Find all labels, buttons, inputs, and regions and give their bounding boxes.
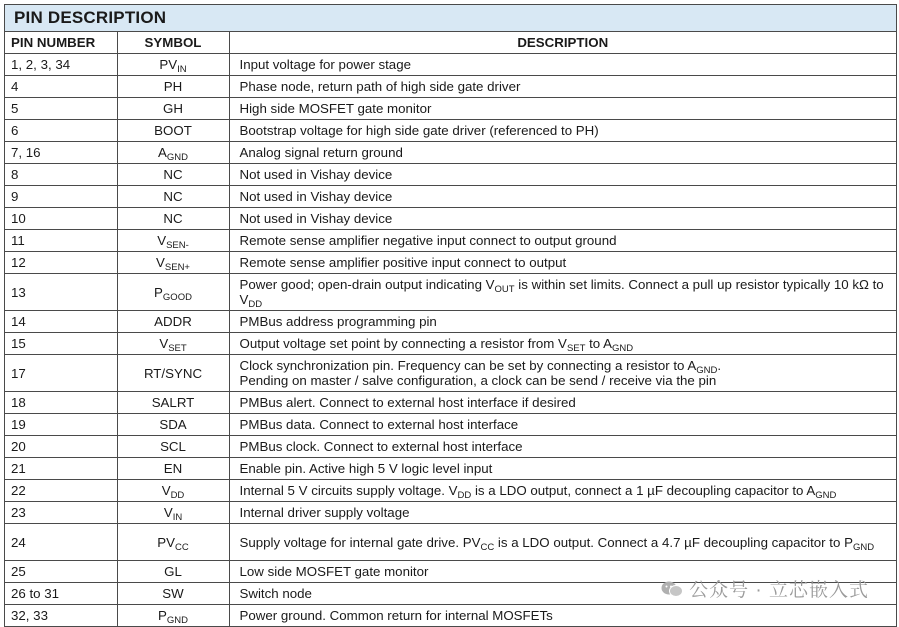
subscript-text: IN: [172, 512, 183, 523]
pin-number-cell: 23: [5, 502, 117, 524]
subscript-text: GND: [166, 152, 188, 163]
pin-number-cell: 9: [5, 186, 117, 208]
text-segment: Enable pin. Active high 5 V logic level input: [239, 461, 493, 476]
table-row: [5, 524, 896, 561]
text-segment: P: [154, 284, 163, 300]
symbol-cell: [117, 480, 229, 502]
table-row: [5, 208, 896, 230]
pin-number-cell: 17: [5, 355, 117, 392]
text-segment: GH: [163, 101, 183, 116]
description-cell: [229, 186, 896, 208]
subscript-text: GND: [612, 343, 634, 354]
pin-number-cell: 24: [5, 524, 117, 561]
symbol-cell: [117, 392, 229, 414]
table-row: [5, 414, 896, 436]
description-cell: [229, 524, 896, 561]
symbol-cell: [117, 120, 229, 142]
symbol-cell: [117, 502, 229, 524]
table-row: [5, 186, 896, 208]
table-row: [5, 392, 896, 414]
text-segment: NC: [163, 167, 183, 182]
table-row: [5, 164, 896, 186]
symbol-cell: [117, 333, 229, 355]
watermark: [661, 575, 869, 602]
symbol-cell: [117, 186, 229, 208]
table-row: [5, 355, 896, 392]
description-cell: [229, 605, 896, 627]
table-row: [5, 98, 896, 120]
subscript-text: GOOD: [162, 291, 192, 303]
text-segment: Low side MOSFET gate monitor: [239, 564, 429, 579]
description-cell: [229, 164, 896, 186]
text-segment: Input voltage for power stage: [239, 57, 411, 72]
text-segment: EN: [163, 461, 183, 476]
pin-number-cell: 32, 33: [5, 605, 117, 627]
text-segment: PMBus data. Connect to external host interface: [239, 417, 519, 432]
description-cell: [229, 76, 896, 98]
table-row: [5, 502, 896, 524]
pin-number-cell: 21: [5, 458, 117, 480]
table-row: [5, 120, 896, 142]
pin-number-cell: 20: [5, 436, 117, 458]
text-segment: Not used in Vishay device: [239, 211, 393, 226]
text-segment: Supply voltage for internal gate drive. PV: [239, 534, 481, 550]
text-segment: Remote sense amplifier positive input connect to output: [239, 255, 567, 270]
pin-number-cell: 14: [5, 311, 117, 333]
pin-number-cell: 11: [5, 230, 117, 252]
subscript-text: DD: [170, 490, 185, 501]
text-segment: to A: [585, 336, 613, 351]
table-title: PIN DESCRIPTION: [5, 5, 896, 32]
symbol-cell: [117, 274, 229, 311]
table-row: [5, 311, 896, 333]
text-segment: is within set limits. Connect a pull up resistor typically 10 kΩ to V: [239, 277, 884, 307]
symbol-cell: [117, 252, 229, 274]
subscript-text: GND: [696, 365, 718, 376]
pin-description-table: [4, 4, 897, 627]
text-segment: High side MOSFET gate monitor: [239, 101, 432, 116]
symbol-cell: [117, 605, 229, 627]
table-row: [5, 76, 896, 98]
description-cell: [229, 480, 896, 502]
text-segment: PMBus clock. Connect to external host interface: [239, 439, 523, 454]
description-cell: [229, 311, 896, 333]
symbol-cell: [117, 436, 229, 458]
subscript-text: DD: [248, 299, 263, 310]
subscript-text: IN: [177, 64, 187, 75]
description-cell: [229, 230, 896, 252]
symbol-cell: [117, 458, 229, 480]
description-cell: [229, 98, 896, 120]
table-row: [5, 458, 896, 480]
text-segment: Not used in Vishay device: [239, 189, 393, 204]
pin-number-cell: 5: [5, 98, 117, 120]
text-segment: SW: [162, 586, 184, 601]
text-segment: is a LDO output. Connect a 4.7 µF decoupling capacitor to P: [494, 534, 853, 550]
text-segment: RT/SYNC: [143, 365, 203, 381]
subscript-text: OUT: [494, 284, 515, 295]
text-segment: PMBus alert. Connect to external host interface if desired: [239, 395, 576, 410]
table-row: [5, 333, 896, 355]
symbol-cell: [117, 524, 229, 561]
pin-number-cell: 4: [5, 76, 117, 98]
description-cell: [229, 458, 896, 480]
description-cell: [229, 54, 896, 76]
description-cell: [229, 414, 896, 436]
symbol-cell: [117, 311, 229, 333]
table-row: [5, 274, 896, 311]
text-segment: Output voltage set point by connecting a resistor from V: [239, 336, 567, 351]
description-cell: [229, 120, 896, 142]
table-row: [5, 54, 896, 76]
pin-number-cell: 25: [5, 561, 117, 583]
text-segment: Phase node, return path of high side gate driver: [239, 79, 521, 94]
header-symbol: SYMBOL: [117, 32, 229, 54]
pin-number-cell: 6: [5, 120, 117, 142]
text-segment: .: [717, 358, 722, 373]
text-segment: PV: [157, 534, 175, 550]
text-segment: Analog signal return ground: [239, 145, 403, 160]
pin-number-cell: 18: [5, 392, 117, 414]
subscript-text: SEN-: [166, 240, 189, 251]
text-segment: Switch node: [239, 586, 312, 601]
table-row: [5, 480, 896, 502]
description-cell: [229, 252, 896, 274]
description-cell: [229, 355, 896, 392]
subscript-text: GND: [815, 490, 837, 501]
symbol-cell: [117, 164, 229, 186]
text-segment: Pending on master / salve configuration, a clock can be send / receive via the pin: [239, 373, 717, 388]
symbol-cell: [117, 561, 229, 583]
pin-number-cell: 13: [5, 274, 117, 311]
pin-number-cell: 7, 16: [5, 142, 117, 164]
pin-number-cell: 12: [5, 252, 117, 274]
subscript-text: GND: [852, 541, 875, 553]
subscript-text: SET: [168, 343, 187, 354]
subscript-text: GND: [166, 615, 188, 626]
header-pin-number: PIN NUMBER: [5, 32, 117, 54]
watermark-text: 公众号 · 立芯嵌入式: [689, 580, 869, 601]
symbol-cell: [117, 76, 229, 98]
text-segment: V: [157, 233, 167, 248]
symbol-cell: [117, 583, 229, 605]
text-segment: NC: [163, 189, 183, 204]
text-segment: Remote sense amplifier negative input connect to output ground: [239, 233, 617, 248]
table-row: [5, 252, 896, 274]
pin-number-cell: 8: [5, 164, 117, 186]
subscript-text: DD: [457, 490, 472, 501]
description-cell: [229, 436, 896, 458]
text-segment: Internal driver supply voltage: [239, 505, 410, 520]
wechat-icon: [661, 580, 683, 598]
text-segment: V: [159, 336, 169, 351]
text-segment: Power good; open-drain output indicating V: [239, 277, 495, 292]
subscript-text: SEN+: [164, 262, 190, 273]
pin-number-cell: 22: [5, 480, 117, 502]
symbol-cell: [117, 54, 229, 76]
text-segment: Clock synchronization pin. Frequency can be set by connecting a resistor to A: [239, 358, 697, 373]
pin-number-cell: 10: [5, 208, 117, 230]
pin-number-cell: 15: [5, 333, 117, 355]
text-segment: NC: [163, 211, 183, 226]
text-segment: V: [163, 505, 173, 520]
text-segment: ADDR: [154, 314, 192, 329]
header-description: DESCRIPTION: [229, 32, 896, 54]
pin-number-cell: 26 to 31: [5, 583, 117, 605]
text-segment: SALRT: [151, 395, 195, 410]
text-segment: is a LDO output, connect a 1 µF decoupling capacitor to A: [471, 483, 816, 498]
subscript-text: CC: [480, 541, 495, 553]
symbol-cell: [117, 230, 229, 252]
description-cell: [229, 208, 896, 230]
subscript-text: SET: [566, 343, 586, 354]
text-segment: A: [158, 145, 167, 160]
text-segment: Internal 5 V circuits supply voltage. V: [239, 483, 458, 498]
text-segment: PH: [163, 79, 183, 94]
text-segment: V: [161, 483, 171, 498]
text-segment: SCL: [160, 439, 186, 454]
text-segment: P: [158, 608, 167, 623]
symbol-cell: [117, 355, 229, 392]
pin-table: [5, 32, 896, 626]
text-segment: Not used in Vishay device: [239, 167, 393, 182]
text-segment: BOOT: [154, 123, 192, 138]
description-cell: [229, 333, 896, 355]
table-row: [5, 436, 896, 458]
text-segment: GL: [164, 564, 182, 579]
header-row: [5, 32, 896, 54]
table-row: [5, 142, 896, 164]
description-cell: [229, 274, 896, 311]
table-row: [5, 230, 896, 252]
text-segment: V: [156, 255, 165, 270]
table-row: [5, 605, 896, 627]
text-segment: SDA: [159, 417, 187, 432]
symbol-cell: [117, 142, 229, 164]
description-cell: [229, 502, 896, 524]
symbol-cell: [117, 414, 229, 436]
description-cell: [229, 392, 896, 414]
description-cell: [229, 142, 896, 164]
symbol-cell: [117, 98, 229, 120]
subscript-text: CC: [175, 541, 189, 553]
pin-number-cell: 19: [5, 414, 117, 436]
symbol-cell: [117, 208, 229, 230]
text-segment: PMBus address programming pin: [239, 314, 437, 329]
text-segment: Power ground. Common return for internal MOSFETs: [239, 608, 553, 623]
pin-number-cell: 1, 2, 3, 34: [5, 54, 117, 76]
text-segment: PV: [159, 57, 178, 72]
text-segment: Bootstrap voltage for high side gate driver (referenced to PH): [239, 123, 599, 138]
